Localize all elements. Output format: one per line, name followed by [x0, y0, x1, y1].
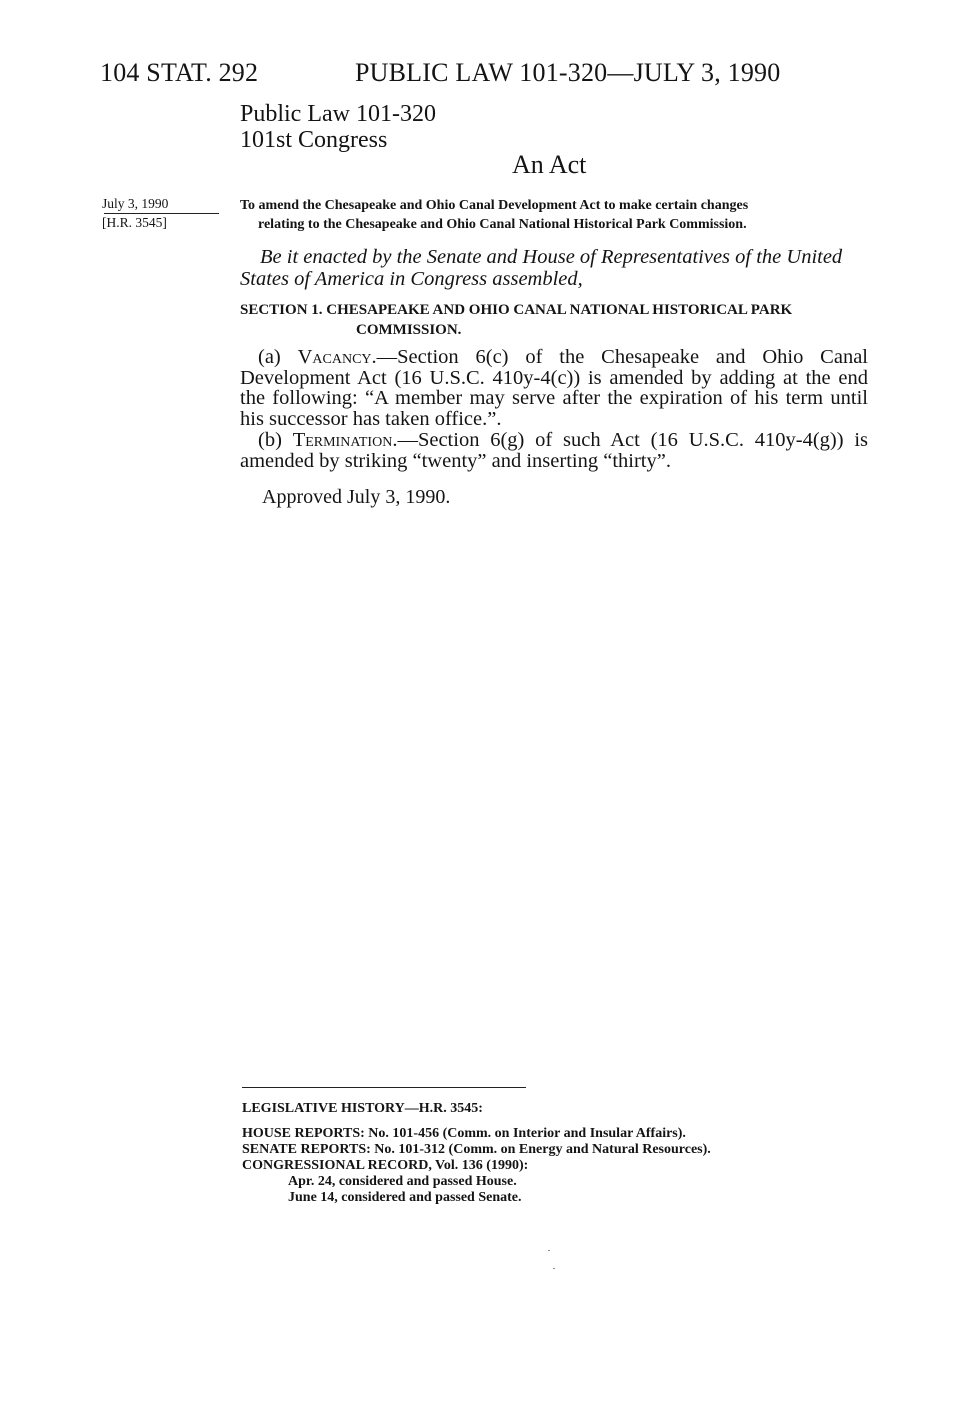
scan-speck [548, 1250, 550, 1251]
subsection-b-marker: (b) [258, 429, 293, 451]
house-reports: HOUSE REPORTS: No. 101-456 (Comm. on Interior and Insular Affairs). [242, 1126, 686, 1141]
purpose-line-1: To amend the Chesapeake and Ohio Canal Development Act to make certain changes [240, 198, 749, 213]
subsection-b-text: .—Section 6(g) of such Act (16 U.S.C. 410y-4(g)) is amended by striking “twenty” and inserting “thirty”. [240, 429, 869, 472]
senate-reports: SENATE REPORTS: No. 101-312 (Comm. on Energy and Natural Resources). [242, 1142, 711, 1157]
congress-number: 101st Congress [240, 127, 388, 153]
subsection-b [240, 430, 868, 471]
legislative-history-title: LEGISLATIVE HISTORY—H.R. 3545: [242, 1101, 483, 1116]
margin-note-bill: [H.R. 3545] [102, 215, 167, 230]
act-label: An Act [512, 150, 587, 179]
purpose-statement [240, 196, 870, 234]
subsection-a-text: .—Section 6(c) of the Chesapeake and Ohio Canal Development Act (16 U.S.C. 410y-4(c)) is amended by adding at the end the following: “A member may serve after the expiration of his term until his successor has taken office.”. [240, 346, 868, 430]
scan-speck [553, 1268, 555, 1269]
subsection-a-marker: (a) [258, 346, 298, 368]
public-law-number: Public Law 101-320 [240, 101, 436, 127]
approval-line: Approved July 3, 1990. [262, 486, 451, 508]
record-entry-house: Apr. 24, considered and passed House. [288, 1174, 517, 1189]
section-heading [240, 300, 870, 340]
subsection-a [240, 347, 868, 429]
margin-note-divider [104, 213, 219, 214]
purpose-line-2: relating to the Chesapeake and Ohio Canal National Historical Park Commission. [258, 217, 747, 232]
section-heading-line-2: COMMISSION. [356, 322, 462, 338]
running-title: PUBLIC LAW 101-320—JULY 3, 1990 [355, 58, 781, 87]
section-heading-line-1: SECTION 1. CHESAPEAKE AND OHIO CANAL NATIONAL HISTORICAL PARK [240, 302, 793, 318]
page-reference: 104 STAT. 292 [100, 58, 259, 87]
footnote-divider [242, 1087, 526, 1088]
subsection-a-caption: Vacancy [297, 346, 372, 368]
subsection-b-caption: Termination [292, 429, 393, 451]
record-entry-senate: June 14, considered and passed Senate. [288, 1190, 522, 1205]
congressional-record: CONGRESSIONAL RECORD, Vol. 136 (1990): [242, 1158, 529, 1173]
margin-note-date: July 3, 1990 [102, 196, 169, 211]
enacting-clause: Be it enacted by the Senate and House of Representatives of the United States of America in Congress assembled, [240, 246, 843, 290]
